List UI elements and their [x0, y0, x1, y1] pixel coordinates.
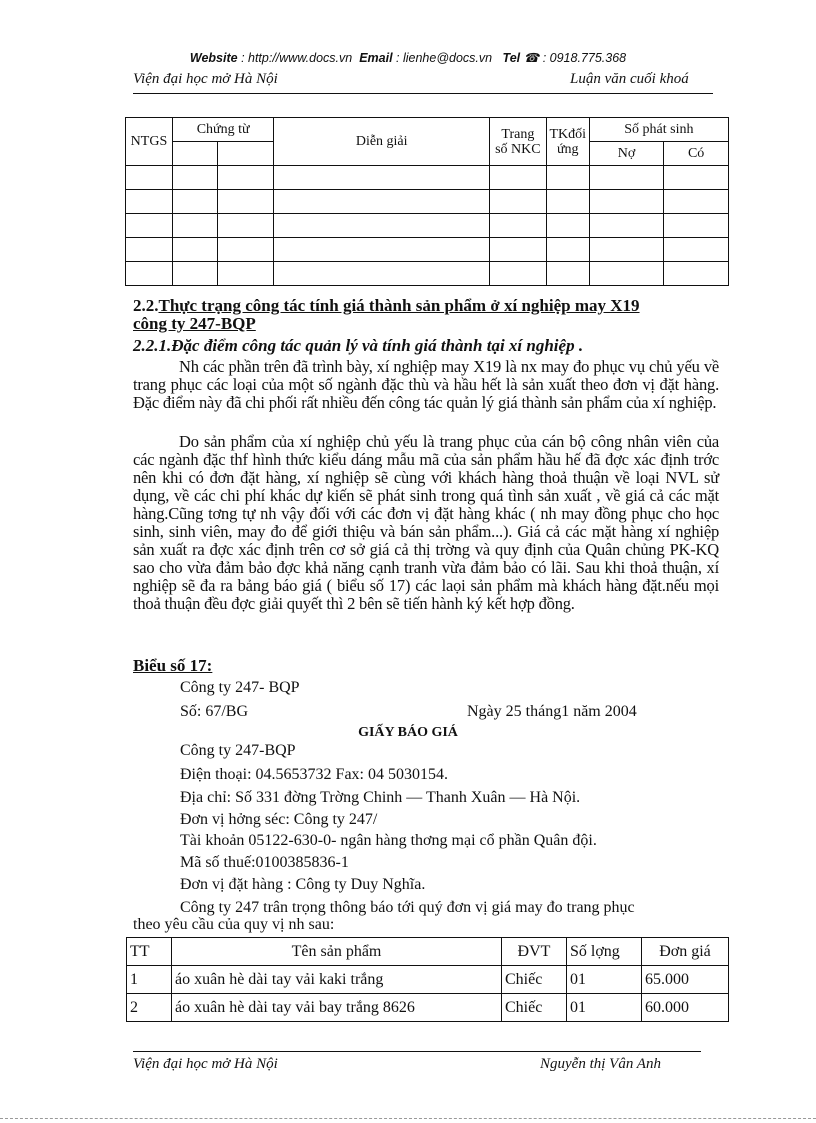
price-header-unit: ĐVT: [502, 938, 567, 966]
ledger-header-trang-line1: Trang: [501, 126, 535, 142]
price-table: [126, 937, 729, 1022]
ledger-header-tk-doi-ung: [546, 118, 589, 166]
header-thesis-label: Luận văn cuối khoá: [570, 71, 689, 87]
price-table-header-row: [127, 938, 729, 966]
website-contact-bar: [0, 50, 816, 65]
bieu-notice-line2: theo yêu cầu của quy vị nh sau:: [133, 916, 335, 933]
header-rule: [133, 93, 713, 94]
email-address[interactable]: : lienhe@docs.vn: [396, 51, 493, 65]
email-label: Email: [359, 51, 393, 65]
ledger-header-chung-tu: Chứng từ: [172, 118, 274, 142]
bieu-company: Công ty 247- BQP: [180, 679, 300, 696]
section-title-line2: công ty 247-BQP: [133, 314, 256, 333]
ledger-header-dien-giai: Diễn giải: [274, 118, 490, 166]
ledger-header-tk-line2: ứng: [556, 141, 579, 157]
ledger-header-tk-line1: TKđối: [549, 126, 587, 142]
price-header-quantity: Số lợng: [567, 938, 642, 966]
ledger-form-table: [125, 117, 729, 286]
bieu-address: Địa chỉ: Số 331 đờng Trờng Chinh — Thanh Xuân — Hà Nội.: [180, 789, 581, 806]
bieu-notice-line1: Công ty 247 trân trọng thông báo tới quý đơn vị giá may đo trang phục: [180, 899, 635, 916]
table-row: [127, 966, 729, 994]
website-label: Website: [189, 51, 238, 65]
section-title: Thực trạng công tác tính giá thành sản phẩm ở xí nghiệp may X19: [158, 296, 640, 315]
ledger-header-no: Nợ: [589, 142, 664, 166]
price-cell-quantity: 01: [567, 994, 642, 1022]
price-cell-tt: 2: [127, 994, 172, 1022]
section-heading-line1: [133, 296, 640, 316]
ledger-header-ntgs: NTGS: [126, 118, 173, 166]
price-notice-title: GIẤY BÁO GIÁ: [358, 725, 458, 740]
bieu-beneficiary: Đơn vị hởng séc: Công ty 247/: [180, 811, 378, 828]
ledger-empty-row: [126, 166, 729, 190]
ledger-header-trang-nkc: [489, 118, 546, 166]
footer-institution: Viện đại học mở Hà Nội: [133, 1056, 278, 1072]
ledger-empty-row: [126, 262, 729, 286]
body-paragraph-1: [133, 358, 719, 412]
price-header-unit-price: Đơn giá: [642, 938, 729, 966]
subsection-title: 2.2.1.Đặc điểm công tác quản lý và tính giá thành tại xí nghiệp .: [133, 336, 584, 355]
price-header-product: Tên sản phẩm: [172, 938, 502, 966]
price-header-tt: TT: [127, 938, 172, 966]
table-row: [127, 994, 729, 1022]
price-cell-product: áo xuân hè dài tay vải bay trắng 8626: [172, 994, 502, 1022]
ledger-subheader-chungtu-ngay: [217, 142, 274, 166]
ledger-empty-row: [126, 190, 729, 214]
price-cell-unit: Chiếc: [502, 966, 567, 994]
header-institution: Viện đại học mở Hà Nội: [133, 71, 278, 87]
bieu-label: Biểu số 17:: [133, 656, 213, 675]
tel-number: : 0918.775.368: [542, 51, 627, 65]
body-paragraph-2: [133, 433, 719, 613]
website-url[interactable]: : http://www.docs.vn: [241, 51, 353, 65]
bieu-company-2: Công ty 247-BQP: [180, 742, 296, 759]
price-cell-unit: Chiếc: [502, 994, 567, 1022]
paragraph-text: Nh các phần trên đã trình bày, xí nghiệp may X19 là nx may đo phục vụ chủ yếu về trang phục các loại của một số ngành đặc thù và hầu hết là sản xuất theo đơn vị đặt hàng. Đặc điểm này đã chi phối rất nhiều đến công tác quản lý giá thành sản phẩm của xí nghiệp.: [133, 357, 719, 412]
price-cell-quantity: 01: [567, 966, 642, 994]
bieu-tax-code: Mã số thuế:0100385836-1: [180, 854, 349, 871]
price-cell-tt: 1: [127, 966, 172, 994]
bieu-number: Số: 67/BG: [180, 703, 249, 720]
price-cell-unit-price: 60.000: [642, 994, 729, 1022]
tel-label: Tel: [502, 51, 521, 65]
bieu-phone-fax: Điện thoại: 04.5653732 Fax: 04 5030154.: [180, 766, 448, 783]
bieu-account: Tài khoản 05122-630-0- ngân hàng thơng mại cổ phần Quân đội.: [180, 832, 597, 849]
ledger-header-co: Có: [664, 142, 729, 166]
bieu-date: Ngày 25 tháng1 năm 2004: [467, 703, 637, 720]
paragraph-text: Do sản phẩm của xí nghiệp chủ yếu là trang phục của cán bộ công nhân viên của các ngành đặc thf hình thức kiểu dáng mẫu mã của sản phẩm hầu hế đã đợc xác định trớc nên khi có đơn đặt hàng, xí nghiệp sẽ cùng với khách hàng thoả thuận về loại NVL sử dụng, về các chi phí khác dự kiến sẽ phát sinh trong quá tình sản xuất , về giá cả các mặt hàng.Cũng tơng tự nh vậy đối với các đơn vị đặt hàng khác ( nh may đồng phục cho học sinh, sinh viên, may đo để giới thiệu và bán sản phẩm...). Giá cả các mặt hàng xí nghiệp sản xuất ra đợc xác định trên cơ sở giá cả thị trờng và quy định của Quân chủng PK-KQ sao cho vừa đảm bảo đợc khả năng cạnh tranh vừa đảm bảo có lãi. Sau khi thoả thuận, xí nghiệp sẽ đa ra bảng báo giá ( biểu số 17) các laọi sản phẩm mà khách hàng đặt.nếu mọi thoả thuận đều đợc giải quyết thì 2 bên sẽ tiến hành ký kết hợp đồng.: [133, 432, 719, 613]
section-number: 2.2.: [133, 296, 159, 315]
ledger-empty-row: [126, 238, 729, 262]
ledger-header-so-phat-sinh: Số phát sinh: [589, 118, 728, 142]
page-bottom-divider: [0, 1118, 816, 1119]
price-cell-product: áo xuân hè dài tay vải kaki trắng: [172, 966, 502, 994]
ledger-subheader-chungtu-so: [172, 142, 217, 166]
ledger-empty-row: [126, 214, 729, 238]
footer-rule: [133, 1051, 701, 1052]
price-cell-unit-price: 65.000: [642, 966, 729, 994]
bieu-ordering-unit: Đơn vị đặt hàng : Công ty Duy Nghĩa.: [180, 876, 426, 893]
phone-icon: ☎: [523, 51, 540, 65]
ledger-header-trang-line2: số NKC: [495, 141, 541, 157]
footer-author: Nguyễn thị Vân Anh: [540, 1056, 661, 1072]
